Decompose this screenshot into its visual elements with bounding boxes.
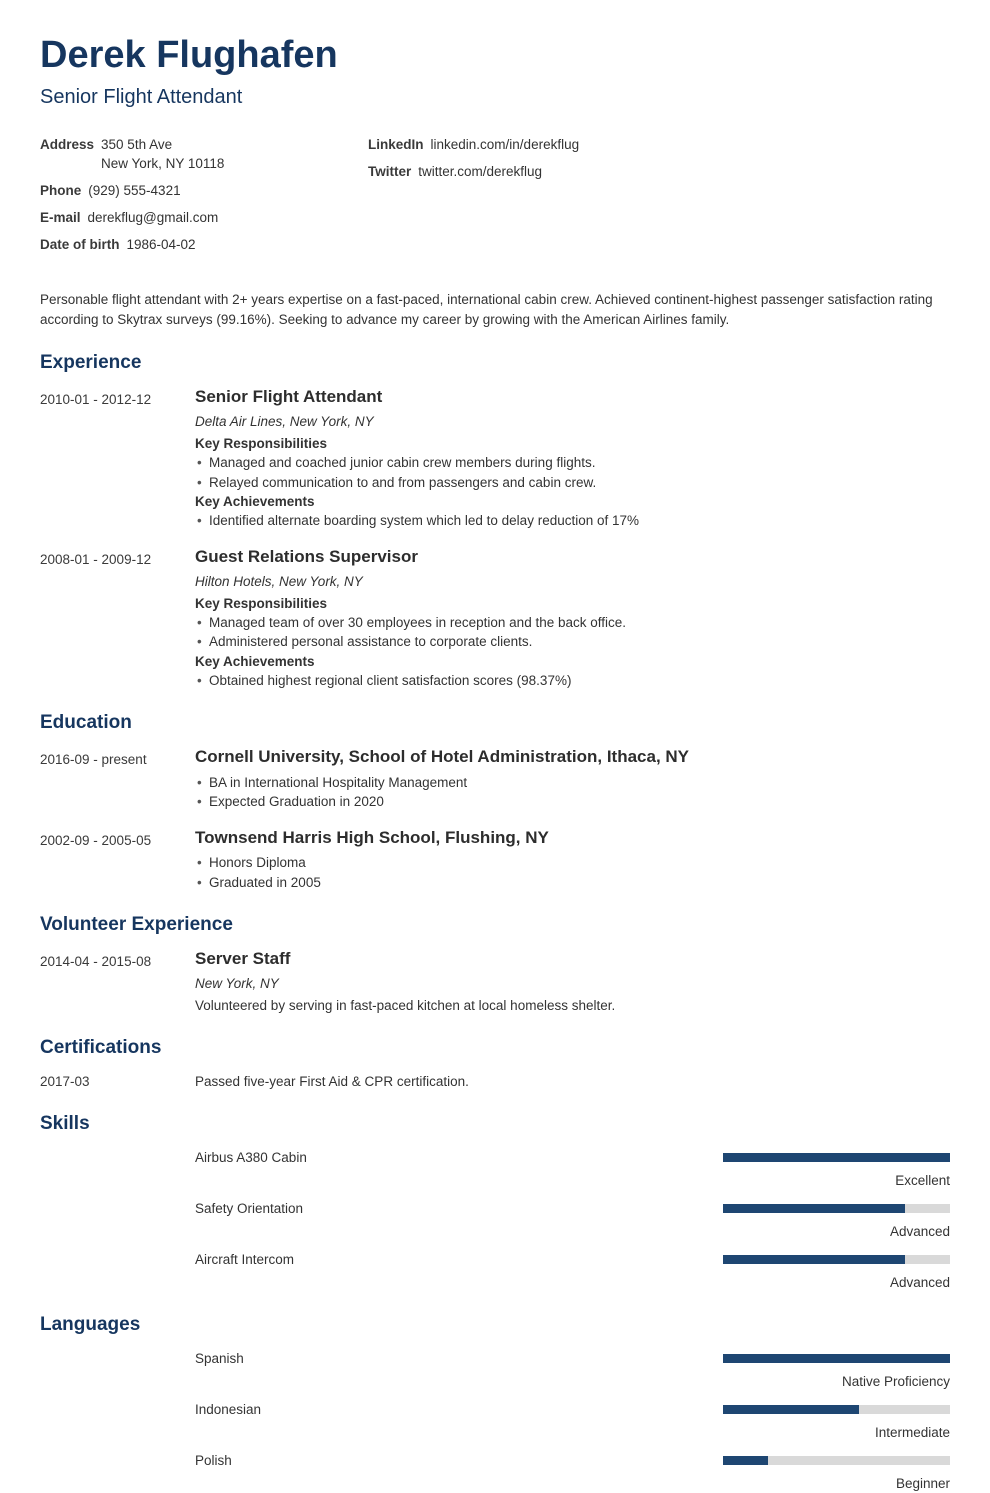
linkedin-value: linkedin.com/in/derekflug <box>430 136 580 152</box>
skill-name: Airbus A380 Cabin <box>195 1149 307 1165</box>
email-value: derekflug@gmail.com <box>87 209 219 225</box>
entry-dates: 2017-03 <box>40 1074 90 1090</box>
section-heading-education: Education <box>40 712 132 734</box>
job-title: Guest Relations Supervisor <box>195 546 418 566</box>
skill-progress-fill <box>723 1153 950 1162</box>
address-line-1: 350 5th Ave <box>101 136 173 152</box>
achievements-label: Key Achievements <box>195 494 315 510</box>
responsibilities-label: Key Responsibilities <box>195 595 328 611</box>
contact-row-address <box>40 135 368 173</box>
skill-progress-bar <box>723 1255 950 1264</box>
contact-label: Address <box>40 136 95 152</box>
phone-value: (929) 555-4321 <box>88 182 181 198</box>
skill-name: Safety Orientation <box>195 1200 304 1216</box>
volunteer-description: Volunteered by serving in fast-paced kitchen at local homeless shelter. <box>195 998 616 1014</box>
contact-label: LinkedIn <box>368 136 424 152</box>
language-name: Polish <box>195 1452 232 1468</box>
entry-dates: 2014-04 - 2015-08 <box>40 953 152 969</box>
contact-label: Twitter <box>368 163 412 179</box>
experience-entry <box>40 387 950 531</box>
achievements-list <box>195 511 950 531</box>
achievements-list <box>195 671 950 691</box>
language-row <box>40 1451 950 1493</box>
entry-content <box>195 387 950 531</box>
language-progress-fill <box>723 1354 950 1363</box>
contact-block <box>40 135 950 262</box>
company-name: Delta Air Lines, New York, NY <box>195 414 374 430</box>
language-level-label: Beginner <box>895 1475 950 1491</box>
person-title: Senior Flight Attendant <box>40 85 243 108</box>
volunteer-location: New York, NY <box>195 976 279 992</box>
contact-row-linkedin <box>368 135 950 154</box>
language-progress-bar <box>723 1405 950 1414</box>
section-heading-skills: Skills <box>40 1113 90 1135</box>
twitter-value: twitter.com/derekflug <box>418 163 543 179</box>
contact-label: E-mail <box>40 209 81 225</box>
bullet-item: • Identified alternate boarding system which led to delay reduction of 17% <box>195 511 950 531</box>
education-details-list <box>195 853 950 892</box>
bullet-item: • Graduated in 2005 <box>195 873 950 893</box>
contact-label: Date of birth <box>40 236 120 252</box>
responsibilities-list <box>195 453 950 492</box>
contact-row-phone <box>40 181 368 200</box>
entry-dates: 2010-01 - 2012-12 <box>40 391 152 407</box>
language-progress-bar <box>723 1354 950 1363</box>
section-heading-volunteer: Volunteer Experience <box>40 914 233 936</box>
achievements-label: Key Achievements <box>195 653 315 669</box>
language-level-label: Native Proficiency <box>841 1373 950 1389</box>
language-progress-fill <box>723 1456 768 1465</box>
entry-content <box>195 747 950 811</box>
job-title: Senior Flight Attendant <box>195 386 383 406</box>
bullet-item: • Obtained highest regional client satisfaction scores (98.37%) <box>195 671 950 691</box>
entry-content <box>195 828 950 892</box>
skill-row <box>40 1148 950 1190</box>
language-row <box>40 1349 950 1391</box>
language-name: Spanish <box>195 1350 244 1366</box>
certification-text: Passed five-year First Aid & CPR certification. <box>195 1074 469 1090</box>
entry-content <box>195 949 950 1015</box>
entry-content <box>195 1072 950 1091</box>
responsibilities-label: Key Responsibilities <box>195 436 328 452</box>
section-heading-experience: Experience <box>40 351 142 373</box>
volunteer-role-title: Server Staff <box>195 948 291 968</box>
address-line-2: New York, NY 10118 <box>101 155 225 171</box>
contact-row-dob <box>40 235 368 254</box>
language-progress-bar <box>723 1456 950 1465</box>
education-details-list <box>195 773 950 812</box>
education-entry <box>40 747 950 811</box>
language-row <box>40 1400 950 1442</box>
skill-progress-bar <box>723 1204 950 1213</box>
skill-progress-bar <box>723 1153 950 1162</box>
experience-entry <box>40 547 950 691</box>
skill-name: Aircraft Intercom <box>195 1251 295 1267</box>
contact-label: Phone <box>40 182 82 198</box>
education-entry <box>40 828 950 892</box>
skill-progress-fill <box>723 1204 905 1213</box>
skill-row <box>40 1250 950 1292</box>
contact-column-left <box>40 135 368 262</box>
skill-level-label: Advanced <box>889 1274 950 1290</box>
entry-dates: 2016-09 - present <box>40 752 147 768</box>
section-heading-languages: Languages <box>40 1313 141 1335</box>
contact-row-twitter <box>368 162 950 181</box>
skill-level-label: Advanced <box>889 1223 950 1239</box>
school-name: Townsend Harris High School, Flushing, NY <box>195 827 549 847</box>
bullet-item: • Administered personal assistance to corporate clients. <box>195 632 950 652</box>
bullet-item: • Relayed communication to and from passengers and cabin crew. <box>195 473 950 493</box>
language-progress-fill <box>723 1405 859 1414</box>
responsibilities-list <box>195 613 950 652</box>
bullet-item: • Managed and coached junior cabin crew members during flights. <box>195 453 950 473</box>
summary-text: Personable flight attendant with 2+ years expertise on a fast-paced, international cabin crew. Achieved continent-highest passenger satisfaction rating according to Skytrax surveys (99.16%). Seeking to advance my career by growing with the American Airlines family. <box>40 291 933 327</box>
bullet-item: • Expected Graduation in 2020 <box>195 792 950 812</box>
language-level-label: Intermediate <box>874 1424 950 1440</box>
entry-dates: 2008-01 - 2009-12 <box>40 551 152 567</box>
certification-entry <box>40 1072 950 1091</box>
person-name: Derek Flughafen <box>40 34 338 76</box>
dob-value: 1986-04-02 <box>126 236 196 252</box>
bullet-item: • Honors Diploma <box>195 853 950 873</box>
bullet-item: • Managed team of over 30 employees in reception and the back office. <box>195 613 950 633</box>
entry-content <box>195 547 950 691</box>
volunteer-entry <box>40 949 950 1015</box>
section-heading-certifications: Certifications <box>40 1037 162 1059</box>
contact-row-email <box>40 208 368 227</box>
bullet-item: • BA in International Hospitality Management <box>195 773 950 793</box>
company-name: Hilton Hotels, New York, NY <box>195 573 363 589</box>
skill-row <box>40 1199 950 1241</box>
skill-progress-fill <box>723 1255 905 1264</box>
entry-dates: 2002-09 - 2005-05 <box>40 832 152 848</box>
skill-level-label: Excellent <box>895 1172 950 1188</box>
school-name: Cornell University, School of Hotel Administration, Ithaca, NY <box>195 747 690 767</box>
language-name: Indonesian <box>195 1401 262 1417</box>
contact-value <box>101 135 224 173</box>
contact-column-right <box>368 135 950 262</box>
